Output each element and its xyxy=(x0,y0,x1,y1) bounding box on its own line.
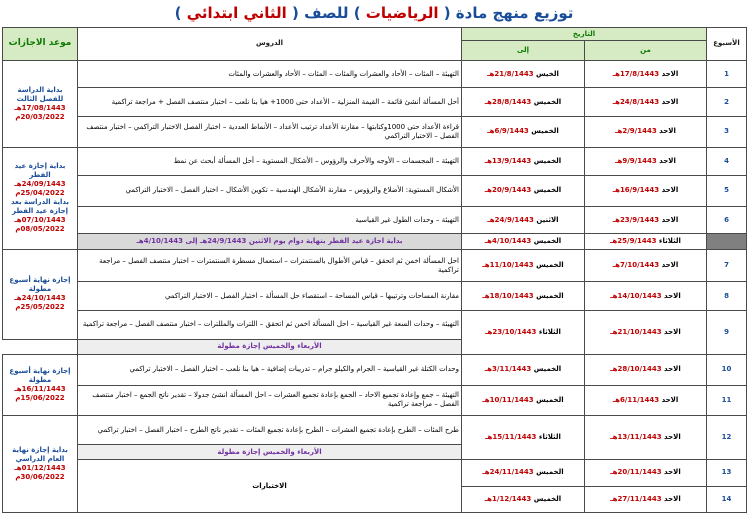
from-date: الاحد 28/10/1443هـ xyxy=(585,354,707,385)
lesson-cell: التهيئة – وحدات الطول غير القياسية xyxy=(78,206,462,233)
week-number: 11 xyxy=(707,385,747,416)
week-number: 14 xyxy=(707,486,747,512)
week-number: 7 xyxy=(707,249,747,282)
week-number: 4 xyxy=(707,147,747,176)
title-suffix: ) xyxy=(174,4,182,22)
week-number xyxy=(707,234,747,249)
table-row xyxy=(3,282,747,311)
eid-holiday-note: بداية اجازة عيد الفطر بنهاية دوام يوم الاثنين 24/9/1443هـ إلى 4/10/1443هـ xyxy=(78,234,462,249)
table-row xyxy=(3,311,747,340)
title-middle: ) للصف ( xyxy=(292,4,361,22)
title-subject: الرياضيات xyxy=(360,4,444,22)
long-weekend-note: الأربعاء والخميس إجازة مطولة xyxy=(78,339,462,354)
from-date: الاحد 24/8/1443هـ xyxy=(585,88,707,117)
to-date: الخميس 24/11/1443هـ xyxy=(462,460,585,486)
to-date: الخميس 18/10/1443هـ xyxy=(462,282,585,311)
date-header: التاريخ xyxy=(462,28,707,41)
table-row xyxy=(3,249,747,282)
table-row xyxy=(3,88,747,117)
week-number: 9 xyxy=(707,311,747,355)
from-header: من xyxy=(585,41,707,61)
to-date: الخميس 1/12/1443هـ xyxy=(462,486,585,512)
week-number: 6 xyxy=(707,206,747,233)
to-date: الاثنين 24/9/1443هـ xyxy=(462,206,585,233)
week-header: الأسبوع xyxy=(707,28,747,61)
week-number: 2 xyxy=(707,88,747,117)
eid-holiday-row xyxy=(3,234,747,249)
holiday-cell: بداية إجازة عيد الفطر 24/09/1443هـ 25/04/2022م بداية الدراسة بعد إجازة عيد الفطر 07/10/1443هـ 08/05/2022م xyxy=(3,147,78,249)
table-row xyxy=(3,147,747,176)
table-row xyxy=(3,206,747,233)
title-grade: الثاني ابتدائي xyxy=(181,4,292,22)
table-row xyxy=(3,116,747,147)
from-date: الاحد 20/11/1443هـ xyxy=(585,460,707,486)
from-date: الاحد 9/9/1443هـ xyxy=(585,147,707,176)
from-date: الاحد 23/9/1443هـ xyxy=(585,206,707,233)
table-row xyxy=(3,460,747,486)
holidays-header: موعد الاجازات xyxy=(3,28,78,61)
week-number: 5 xyxy=(707,176,747,207)
to-date: الخميس 13/9/1443هـ xyxy=(462,147,585,176)
table-row xyxy=(3,416,747,445)
lesson-cell: احل المسألة اخمن ثم اتحقق – قياس الأطوال بالسنتمترات – استعمال مسطرة السنتمترات – اختبار منتصف الفصل – مراجعة تراكمية xyxy=(78,249,462,282)
week-number: 3 xyxy=(707,116,747,147)
holiday-cell: بداية الدراسة للفصل الثالث 17/08/1443هـ 20/03/2022م xyxy=(3,60,78,147)
lesson-cell: الأشكال المستوية: الأضلاع والرؤوس – مقارنة الأشكال الهندسية – تكوين الأشكال – اختبار الفصل – الاختبار التراكمي xyxy=(78,176,462,207)
to-date: الثلاثاء 15/11/1443هـ xyxy=(462,416,585,460)
to-date: الخميس 28/8/1443هـ xyxy=(462,88,585,117)
lesson-cell: مقارنة المساحات وترتيبها – قياس المساحة – استقصاء حل المسألة – اختبار الفصل – الاختبار التراكمي xyxy=(78,282,462,311)
to-date: الخميس 11/10/1443هـ xyxy=(462,249,585,282)
lesson-cell: قراءة الأعداد حتى 1000وكتابتها – مقارنة الأعداد ترتيب الأعداد – الأنماط العددية – اختبار الفصل الاختبار التراكمي – اختبار منتصف الفصل – الاختبار التراكمي xyxy=(78,116,462,147)
to-date: الخميس 20/9/1443هـ xyxy=(462,176,585,207)
week-number: 13 xyxy=(707,460,747,486)
from-date: الاحد 21/10/1443هـ xyxy=(585,311,707,355)
from-date: الاحد 14/10/1443هـ xyxy=(585,282,707,311)
table-row xyxy=(3,60,747,87)
page-title xyxy=(0,0,748,26)
from-date: الاحد 17/8/1443هـ xyxy=(585,60,707,87)
curriculum-table xyxy=(2,27,747,513)
table-row xyxy=(3,385,747,416)
lesson-cell: التهيئة – المئات – الأحاد والعشرات والمئات – المئات – الأحاد والعشرات والمئات xyxy=(78,60,462,87)
from-date: الاحد 13/11/1443هـ xyxy=(585,416,707,460)
holiday-cell: إجازة نهاية أسبوع مطولة 16/11/1443هـ 15/06/2022م xyxy=(3,354,78,415)
title-prefix: توزيع منهج مادة ( xyxy=(443,4,574,22)
week-number: 8 xyxy=(707,282,747,311)
holiday-cell: إجازة نهاية أسبوع مطولة 24/10/1443هـ 25/05/2022م xyxy=(3,249,78,339)
to-date: الخميس 10/11/1443هـ xyxy=(462,385,585,416)
week-number: 10 xyxy=(707,354,747,385)
long-weekend-note: الأربعاء والخميس إجازة مطولة xyxy=(78,444,462,459)
lesson-cell: وحدات الكتلة غير القياسية – الجرام والكيلو جرام – تدريبات إضافية – هيا بنا نلعب – اختبار الفصل – الاختبار تراكمي xyxy=(78,354,462,385)
lesson-cell: التهيئة – المجسمات – الأوجه والأحرف والرؤوس – الأشكال المستوية – أحل المسألة أبحث عن نمط xyxy=(78,147,462,176)
holiday-cell: بداية إجازة نهاية العام الدراسي 01/12/1443هـ 30/06/2022م xyxy=(3,416,78,513)
week-number: 1 xyxy=(707,60,747,87)
week-number: 12 xyxy=(707,416,747,460)
table-row xyxy=(3,354,747,385)
from-date: الاحد 6/11/1443هـ xyxy=(585,385,707,416)
exams-cell: الاختبارات xyxy=(78,460,462,513)
lesson-cell: التهيئة – جمع وإعادة تجميع الاحاد – الجمع بإعادة تجميع العشرات – احل المسألة انشئ جدولا – تقدير ناتج الجمع – اختبار منتصف الفصل – مراجعة تراكمية xyxy=(78,385,462,416)
from-date: الاحد 7/10/1443هـ xyxy=(585,249,707,282)
from-date: الاحد 27/11/1443هـ xyxy=(585,486,707,512)
to-date: الثلاثاء 23/10/1443هـ xyxy=(462,311,585,355)
from-date: الاحد 2/9/1443هـ xyxy=(585,116,707,147)
to-date: الخميس 3/11/1443هـ xyxy=(462,354,585,385)
lessons-header: الدروس xyxy=(78,28,462,61)
to-date: الخميس 4/10/1443هـ xyxy=(462,234,585,249)
to-header: إلى xyxy=(462,41,585,61)
from-date: الاحد 16/9/1443هـ xyxy=(585,176,707,207)
lesson-cell: التهيئة – وحدات السعة غير القياسية – احل المسألة اخمن ثم اتحقق – اللترات والمللترات – اختبار منتصف الفصل – مراجعة تراكمية xyxy=(78,311,462,340)
lesson-cell: أحل المسألة أنشئ قائمة – القيمة المنزلية – الأعداد حتى 1000+ هيا بنا نلعب – اختبار منتصف الفصل + مراجعة تراكمية xyxy=(78,88,462,117)
to-date: الخميس 6/9/1443هـ xyxy=(462,116,585,147)
from-date: الثلاثاء 25/9/1443هـ xyxy=(585,234,707,249)
to-date: الخيس 21/8/1443هـ xyxy=(462,60,585,87)
lesson-cell: طرح المئات – الطرح بإعادة تجميع العشرات – الطرح بإعادة تجميع المئات – تقدير ناتج الطرح – اختبار الفصل – اختبار تراكمي xyxy=(78,416,462,445)
table-row xyxy=(3,176,747,207)
